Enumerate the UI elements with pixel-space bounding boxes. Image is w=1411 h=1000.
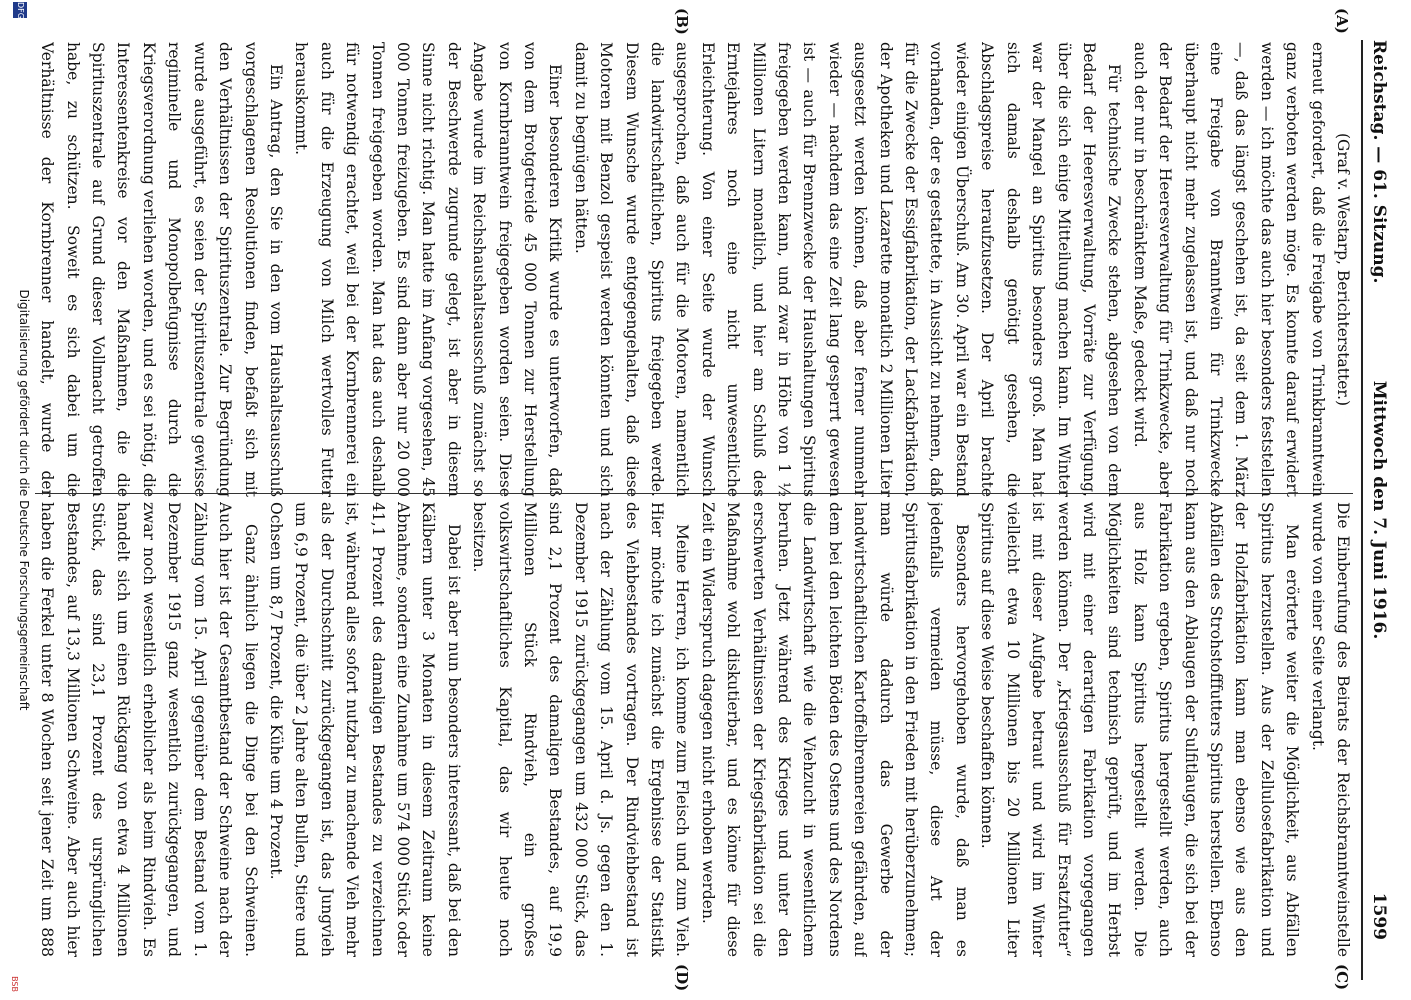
paragraph: Ein Antrag, den Sie in den vom Haushaltsausschuß vorgeschlagenen Resolutionen finden, befaßt sich mit den Verhältnissen der Spirituszentrale. Zur Begründung wurde ausgeführt, es seien der Spirituszentrale gewisse regiminelle und Monopolbefugnisse durch die Kriegsverordnung verliehen worden, und es sei nötig, die Interessentenkreise vor den Maßnahmen, die die Spirituszentrale auf Grund dieser Vollmacht getroffen habe, zu schützen. Soweit es sich dabei um die Verhältnisse der Kornbrenner handelt, wurde der	[38, 42, 285, 497]
paragraph: Für technische Zwecke stehen, abgesehen von dem Bedarf der Heeresverwaltung, Vorräte zur Verfügung, über die sich einige Mitteilung machen kann. Im Winter war der Mangel an Spiritus besonders groß. Man hat sich damals deshalb genötigt gesehen, die Abschlagspreise heraufzusetzen. Der April brachte wieder einigen Überschuß. Am 30. April war ein Bestand vorhanden, der es gestattete, in Aussicht zu nehmen, daß für die Zwecke der Essigfabrikation, der Lackfabrikation, der Apotheken und Lazarette monatlich 2 Millionen Liter ausgesetzt werden können, daß aber ferner nunmehr wieder — nachdem das eine Zeit lang gesperrt gewesen ist — auch für Brennzwecke der Haushaltungen Spiritus freigegeben werden kann, und zwar in Höhe von 1 ½ Millionen Litern monatlich, und hier am Schluß des Erntejahres noch eine nicht unwesentliche Erleichterung. Von einer Seite wurde der Wunsch ausgesprochen, daß auch für die Motoren, namentlich die landwirtschaftlichen, Spiritus freigegeben werde. Diesem Wunsche wurde entgegengehalten, daß diese Motoren mit Benzol gespeist werden könnten und sich damit zu begnügen hätten.	[571, 42, 1124, 497]
header-center: Mittwoch den 7. Juni 1916.	[1369, 380, 1389, 640]
paragraph: Besonders hervorgehoben wurde, daß man es jedenfalls vermeiden müsse, diese Art der Spiritusfabrikation in den Frieden mit herüberzunehmen; man würde dadurch das Gewerbe der landwirtschaftlichen Kartoffelbrennereien gefährden, auf dem bei den leichten Böden des Ostens und des Nordens die Landwirtschaft wie die Viehzucht in wesentlichem beruhen. Jetzt während des Krieges und unter den erschwerten Verhältnissen der Kriegsfabrikation sei die Maßnahme wohl diskutierbar, und es könne für diese Zeit ein Widerspruch dagegen nicht erhoben werden.	[698, 502, 971, 957]
left-column	[35, 42, 1355, 497]
margin-mark-c: (C)	[1333, 964, 1351, 991]
library-stamp: BSB	[10, 976, 19, 992]
header-left: Reichstag. — 61. Sitzung.	[1369, 40, 1389, 284]
paragraph: Einer besonderen Kritik wurde es unterworfen, daß von dem Brotgetreide 45 000 Tonnen zur Herstellung von Kornbranntwein freigegeben worden seien. Diese Angabe wurde im Reichshaushaltsausschuß zunächst so der Beschwerde zugrunde gelegt, ist aber in diesem Sinne nicht richtig. Man hatte im Anfang vorgesehen, 45 000 Tonnen freizugeben. Es sind dann aber nur 20 000 Tonnen freigegeben worden. Man hat das auch deshalb für notwendig erachtet, weil bei der Kornbrennerei ein auch für die Erzeugung von Milch wertvolles Futter herauskommt.	[292, 42, 565, 497]
paragraph: Meine Herren, ich komme zum Fleisch und zum Vieh. Hier möchte ich zunächst die Ergebnisse der Statistik des Viehbestandes vortragen. Der Rindviehbestand ist nach der Zählung vom 15. April d. Js. gegen den 1. Dezember 1915 zurückgegangen um 432 000 Stück, das sind 2,1 Prozent des damaligen Bestandes, auf 19,9 Millionen Stück Rindvieh, ein großes volkswirtschaftliches Kapital, das wir heute noch besitzen.	[470, 502, 692, 957]
paragraph: erneut gefordert, daß die Freigabe von Trinkbranntwein ganz verboten werden möge. Es konnte darauf erwidert werden — ich möchte das auch hier besonders feststellen —, daß das längst geschehen ist, da seit dem 1. März eine Freigabe von Branntwein für Trinkzwecke überhaupt nicht mehr zugelassen ist, und daß nur noch der Bedarf der Heeresverwaltung für Trinkzwecke, aber auch der nur in beschränktem Maße, gedeckt wird.	[1130, 42, 1327, 497]
page-number: 1599	[1369, 892, 1389, 940]
paragraph: Die Einberufung des Beirats der Reichsbranntweinstelle wurde von einer Seite verlangt.	[1308, 502, 1352, 957]
digitization-note: Digitalisierung gefördert durch die Deutsche Forschungsgemeinschaft	[17, 289, 31, 711]
page-header	[1361, 40, 1393, 980]
margin-mark-d: (D)	[673, 964, 691, 992]
speaker-note: (Graf v. Westarp, Berichterstatter.)	[1334, 132, 1352, 407]
margin-mark-b: (B)	[673, 8, 691, 35]
paragraph: Ganz ähnlich liegen die Dinge bei den Schweinen. Auch hier ist der Gesamtbestand der Schweine nach der Zählung vom 15. April gegenüber dem Bestand vom 1. Dezember 1915 ganz wesentlich zurückgegangen, und zwar noch wesentlich erheblicher als beim Rindvieh. Es handelt sich um einen Rückgang von etwa 4 Millionen Stück, das sind 23,1 Prozent des ursprünglichen Bestandes, auf 13,3 Millionen Schweine. Aber auch hier haben die Ferkel unter 8 Wochen seit jener Zeit um 888	[38, 502, 260, 957]
column-divider	[35, 493, 1353, 494]
paragraph: Man erörterte weiter die Möglichkeit, aus Abfällen Spiritus herzustellen. Aus der Zellulosefabrikation und der Holzfabrikation kann man ebenso wie aus den Abfällen des Strohstofffutters Spiritus herstellen. Ebenso kann aus den Ablaugen der Sulfitlaugen, die sich bei der Fabrikation ergeben, Spiritus hergestellt werden, auch aus Holz kann Spiritus hergestellt werden. Die Möglichkeiten sind technisch geprüft, und im Herbst wird mit einer derartigen Fabrikation vorgegangen werden können. Der „Kriegsausschuß für Ersatzfutter“ ist mit dieser Aufgabe betraut und wird im Winter vielleicht etwa 10 Millionen bis 20 Millionen Liter Spiritus auf diese Weise beschaffen können.	[978, 502, 1302, 957]
margin-mark-a: (A)	[1333, 8, 1351, 34]
paragraph: Dabei ist aber nun besonders interessant, daß bei den Kälbern unter 3 Monaten in diesem Zeitraum keine Abnahme, sondern eine Zunahme um 574 000 Stück oder 41,1 Prozent des damaligen Bestandes zu verzeichnen ist, während alles sofort nutzbar zu machende Vieh mehr als der Durchschnitt zurückgegangen ist, das Jungvieh um 6,9 Prozent, die über 2 Jahre alten Bullen, Stiere und Ochsen um 8,7 Prozent, die Kühe um 4 Prozent.	[266, 502, 463, 957]
dfg-logo: DFG	[13, 2, 27, 18]
right-column	[35, 502, 1355, 957]
